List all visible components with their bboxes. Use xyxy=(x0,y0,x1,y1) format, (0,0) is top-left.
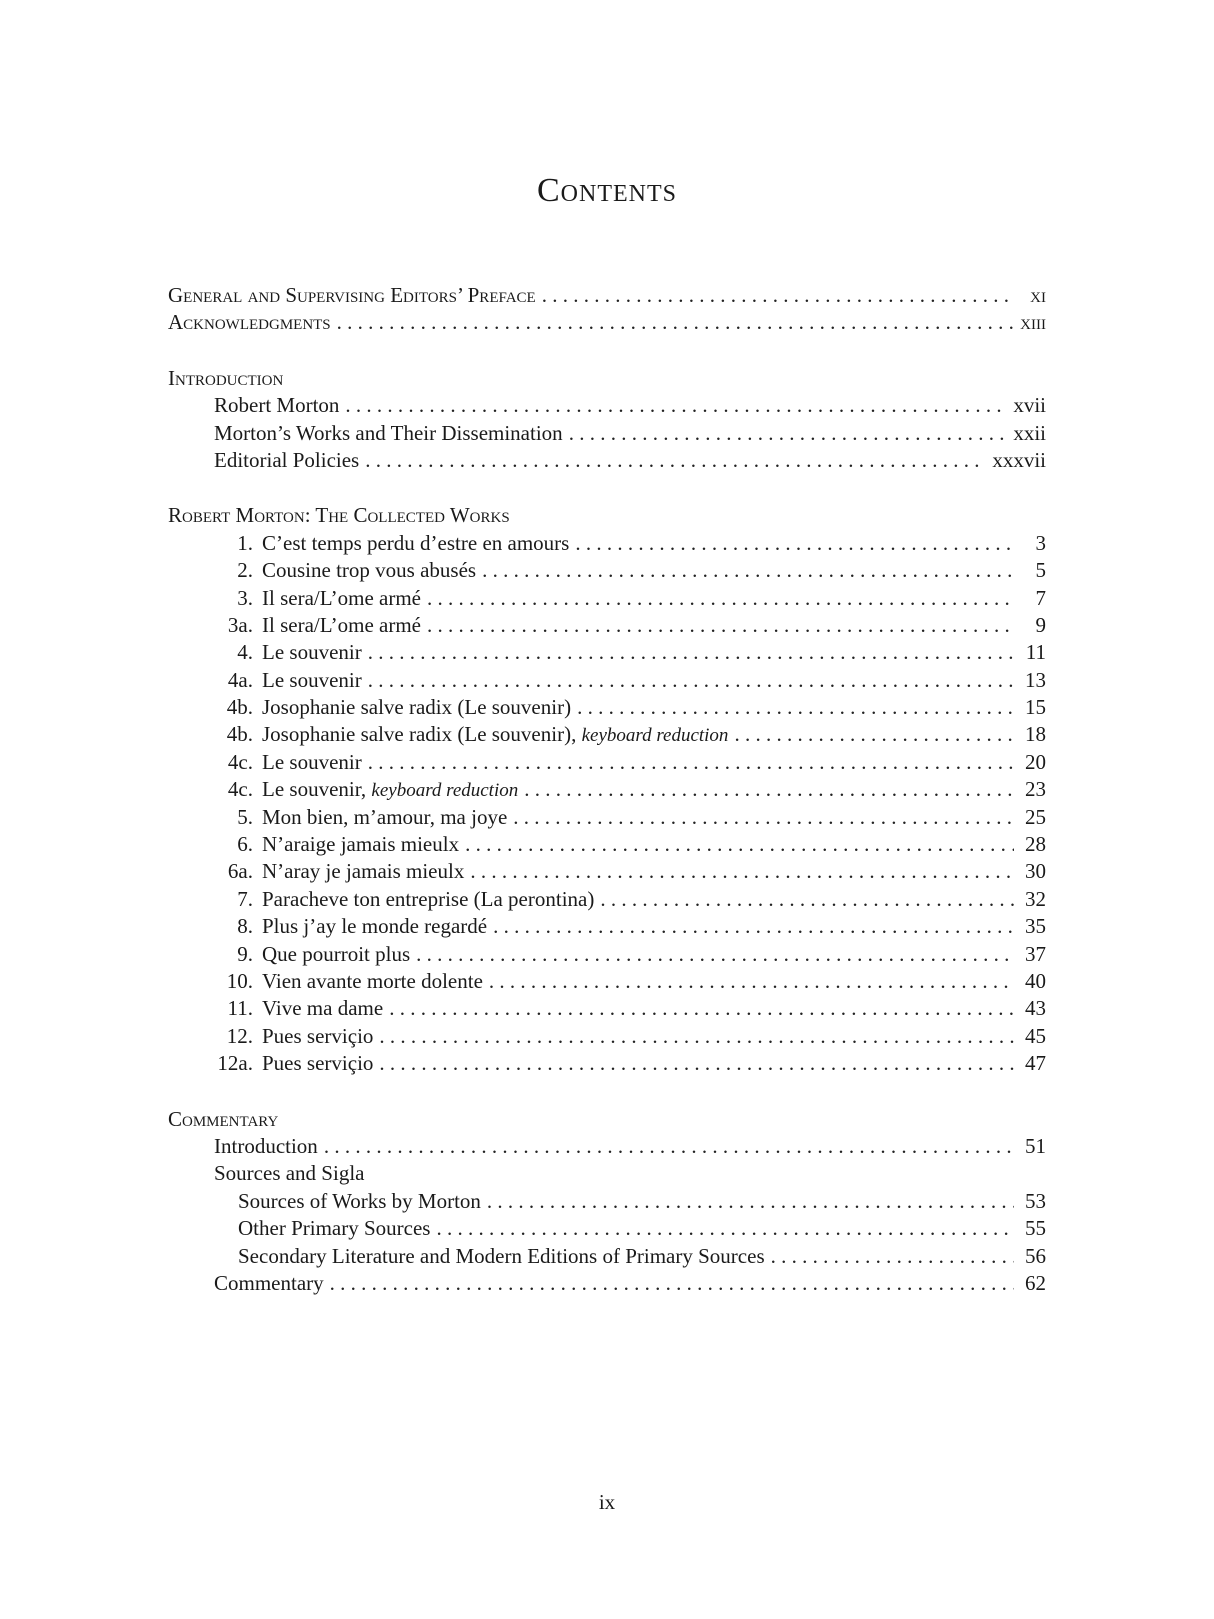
work-entry[interactable] xyxy=(168,749,1046,776)
work-entry-title xyxy=(216,968,483,995)
works-list xyxy=(168,530,1046,1078)
work-entry[interactable] xyxy=(168,721,1046,748)
work-entry-title xyxy=(216,721,728,749)
toc-entry-title: Sources of Works by Morton xyxy=(238,1188,481,1213)
toc-entry-title: Robert Morton xyxy=(214,393,340,418)
work-entry-page: 3 xyxy=(1035,530,1046,555)
work-entry-title xyxy=(216,749,362,776)
work-entry[interactable] xyxy=(168,530,1046,557)
work-number: 4a. xyxy=(227,667,253,692)
dot-leader xyxy=(513,804,1014,831)
toc-entry-page: xxxvii xyxy=(992,447,1046,472)
toc-entry-page: xi xyxy=(1030,283,1046,307)
work-entry[interactable] xyxy=(168,694,1046,721)
work-title: Le souvenir xyxy=(262,667,362,692)
work-title: N’aray je jamais mieulx xyxy=(262,859,465,884)
work-number: 3. xyxy=(237,585,253,610)
toc-entry[interactable] xyxy=(168,392,1046,419)
dot-leader xyxy=(470,858,1014,885)
work-entry-page: 28 xyxy=(1025,832,1046,857)
dot-leader xyxy=(345,392,1007,419)
work-title: C’est temps perdu d’estre en amours xyxy=(262,530,570,555)
work-entry-title xyxy=(216,612,421,639)
work-entry[interactable] xyxy=(168,667,1046,694)
toc-entry[interactable] xyxy=(168,447,1046,474)
toc-entry-preface[interactable] xyxy=(168,282,1046,309)
work-entry-title xyxy=(216,831,459,858)
work-entry-page: 30 xyxy=(1025,859,1046,884)
toc-entry-page: 56 xyxy=(1025,1243,1046,1268)
work-entry-page: 37 xyxy=(1025,941,1046,966)
dot-leader xyxy=(489,968,1014,995)
work-number: 10. xyxy=(226,968,253,993)
toc-entry[interactable] xyxy=(168,1270,1046,1297)
toc-entry-page: xiii xyxy=(1020,310,1046,335)
dot-leader xyxy=(365,447,986,474)
table-of-contents xyxy=(168,282,1046,1297)
dot-leader xyxy=(389,995,1014,1022)
dot-leader xyxy=(427,585,1014,612)
work-entry-page: 25 xyxy=(1025,804,1046,829)
work-number: 4b. xyxy=(226,695,253,720)
work-entry-page: 35 xyxy=(1025,914,1046,939)
dot-leader xyxy=(330,1270,1014,1297)
work-title: Il sera/L’ome armé xyxy=(262,612,421,637)
dot-leader xyxy=(427,612,1014,639)
toc-entry-page: 55 xyxy=(1025,1216,1046,1241)
work-entry-title xyxy=(216,639,362,666)
dot-leader xyxy=(542,282,1014,309)
section-heading-commentary: Commentary xyxy=(168,1106,279,1131)
work-entry-page: 40 xyxy=(1025,968,1046,993)
toc-entry-title: Editorial Policies xyxy=(214,447,360,472)
toc-entry-page: xxii xyxy=(1013,420,1046,445)
work-title: Josophanie salve radix (Le souvenir) xyxy=(262,695,572,720)
dot-leader xyxy=(575,530,1014,557)
work-entry-title xyxy=(216,941,410,968)
work-entry-page: 23 xyxy=(1025,777,1046,802)
toc-entry-title: Commentary xyxy=(214,1270,324,1295)
dot-leader xyxy=(771,1243,1014,1270)
work-number: 2. xyxy=(237,558,253,583)
work-title-italic: keyboard reduction xyxy=(581,725,729,747)
work-entry[interactable] xyxy=(168,941,1046,968)
toc-entry-title: Introduction xyxy=(214,1133,318,1158)
work-entry-title xyxy=(216,804,507,831)
work-number: 3a. xyxy=(227,612,253,637)
dot-leader xyxy=(465,831,1014,858)
work-title: Mon bien, m’amour, ma joye xyxy=(262,804,508,829)
work-entry[interactable] xyxy=(168,804,1046,831)
toc-entry-page: 53 xyxy=(1025,1188,1046,1213)
dot-leader xyxy=(368,749,1014,776)
work-number: 7. xyxy=(237,886,253,911)
work-number: 4c. xyxy=(227,749,253,774)
work-entry[interactable] xyxy=(168,776,1046,803)
work-title: Il sera/L’ome armé xyxy=(262,585,421,610)
toc-entry-title: Secondary Literature and Modern Editions of Primary Sources xyxy=(238,1243,765,1268)
work-number: 6a. xyxy=(227,859,253,884)
dot-leader xyxy=(379,1023,1014,1050)
work-entry-title xyxy=(216,1050,373,1077)
work-entry-title xyxy=(216,557,476,584)
dot-leader xyxy=(569,420,1008,447)
work-title: Vien avante morte dolente xyxy=(262,968,483,993)
work-title: Pues serviçio xyxy=(262,1023,374,1048)
work-entry-title xyxy=(216,585,421,612)
work-entry-title xyxy=(216,530,569,557)
toc-entry-page: 62 xyxy=(1025,1270,1046,1295)
work-number: 12. xyxy=(226,1023,253,1048)
work-entry-page: 5 xyxy=(1035,558,1046,583)
work-title-italic: keyboard reduction xyxy=(371,780,519,802)
work-entry-page: 43 xyxy=(1025,996,1046,1021)
work-entry-title xyxy=(216,776,518,804)
dot-leader xyxy=(368,667,1014,694)
work-title: Vive ma dame xyxy=(262,996,384,1021)
work-entry-title xyxy=(216,667,362,694)
work-number: 12a. xyxy=(217,1051,253,1076)
work-number: 1. xyxy=(237,530,253,555)
work-entry-title xyxy=(216,858,464,885)
toc-entry-acknowledgments[interactable] xyxy=(168,309,1046,336)
work-title: Cousine trop vous abusés xyxy=(262,558,477,583)
work-entry[interactable] xyxy=(168,968,1046,995)
page-title: Contents xyxy=(536,172,677,209)
work-entry[interactable] xyxy=(168,913,1046,940)
dot-leader xyxy=(368,639,1014,666)
dot-leader xyxy=(487,1188,1014,1215)
work-entry-page: 13 xyxy=(1025,667,1046,692)
work-entry-title xyxy=(216,995,383,1022)
work-entry-page: 20 xyxy=(1025,749,1046,774)
work-entry-page: 9 xyxy=(1035,612,1046,637)
subheading-sources-and-sigla: Sources and Sigla xyxy=(214,1161,365,1186)
page-number: ix xyxy=(598,1490,616,1514)
toc-entry-title: General and Supervising Editors’ Preface xyxy=(168,283,536,307)
work-entry-page: 18 xyxy=(1025,722,1046,747)
toc-entry-page: xvii xyxy=(1013,393,1046,418)
work-title: Le souvenir xyxy=(262,749,362,774)
toc-entry[interactable] xyxy=(168,1133,1046,1160)
work-number: 5. xyxy=(237,804,253,829)
work-entry-title xyxy=(216,1023,373,1050)
dot-leader xyxy=(337,309,1014,336)
work-entry[interactable] xyxy=(168,886,1046,913)
work-title: Plus j’ay le monde regardé xyxy=(262,914,488,939)
work-entry[interactable] xyxy=(168,1023,1046,1050)
work-entry-title xyxy=(216,886,594,913)
work-entry-page: 15 xyxy=(1025,695,1046,720)
work-number: 4b. xyxy=(226,722,253,747)
work-number: 4c. xyxy=(227,777,253,802)
work-number: 9. xyxy=(237,941,253,966)
dot-leader xyxy=(600,886,1014,913)
dot-leader xyxy=(416,941,1014,968)
work-title: Josophanie salve radix (Le souvenir), xyxy=(262,722,577,747)
toc-entry-title: Other Primary Sources xyxy=(238,1216,431,1241)
work-entry-page: 45 xyxy=(1025,1023,1046,1048)
dot-leader xyxy=(734,721,1014,748)
toc-entry-title: Acknowledgments xyxy=(168,310,331,335)
work-entry[interactable] xyxy=(168,1050,1046,1077)
work-entry[interactable] xyxy=(168,995,1046,1022)
work-entry[interactable] xyxy=(168,858,1046,885)
work-title: N’araige jamais mieulx xyxy=(262,832,460,857)
dot-leader xyxy=(379,1050,1014,1077)
dot-leader xyxy=(324,1133,1014,1160)
toc-entry[interactable] xyxy=(168,420,1046,447)
work-entry-title xyxy=(216,694,571,721)
work-entry-page: 11 xyxy=(1025,640,1046,665)
dot-leader xyxy=(436,1215,1014,1242)
work-entry-page: 7 xyxy=(1035,585,1046,610)
work-number: 8. xyxy=(237,914,253,939)
section-heading-collected-works: Robert Morton: The Collected Works xyxy=(168,503,510,528)
dot-leader xyxy=(524,776,1014,803)
toc-entry[interactable] xyxy=(168,1188,1046,1215)
work-entry[interactable] xyxy=(168,639,1046,666)
work-title: Le souvenir xyxy=(262,640,362,665)
work-entry[interactable] xyxy=(168,831,1046,858)
work-number: 11. xyxy=(227,996,253,1021)
work-number: 6. xyxy=(237,832,253,857)
work-entry-page: 32 xyxy=(1025,886,1046,911)
work-entry[interactable] xyxy=(168,557,1046,584)
work-title: Que pourroit plus xyxy=(262,941,411,966)
toc-entry[interactable] xyxy=(168,1215,1046,1242)
dot-leader xyxy=(493,913,1014,940)
work-title: Pues serviçio xyxy=(262,1051,374,1076)
work-entry[interactable] xyxy=(168,612,1046,639)
toc-entry-title: Morton’s Works and Their Dissemination xyxy=(214,420,563,445)
work-entry-title xyxy=(216,913,487,940)
work-title: Paracheve ton entreprise (La perontina) xyxy=(262,886,595,911)
toc-entry[interactable] xyxy=(168,1243,1046,1270)
dot-leader xyxy=(577,694,1014,721)
work-entry-page: 47 xyxy=(1025,1051,1046,1076)
toc-entry-page: 51 xyxy=(1025,1133,1046,1158)
dot-leader xyxy=(482,557,1014,584)
work-entry[interactable] xyxy=(168,585,1046,612)
section-heading-introduction: Introduction xyxy=(168,365,284,390)
work-title: Le souvenir, xyxy=(262,777,367,802)
work-number: 4. xyxy=(237,640,253,665)
